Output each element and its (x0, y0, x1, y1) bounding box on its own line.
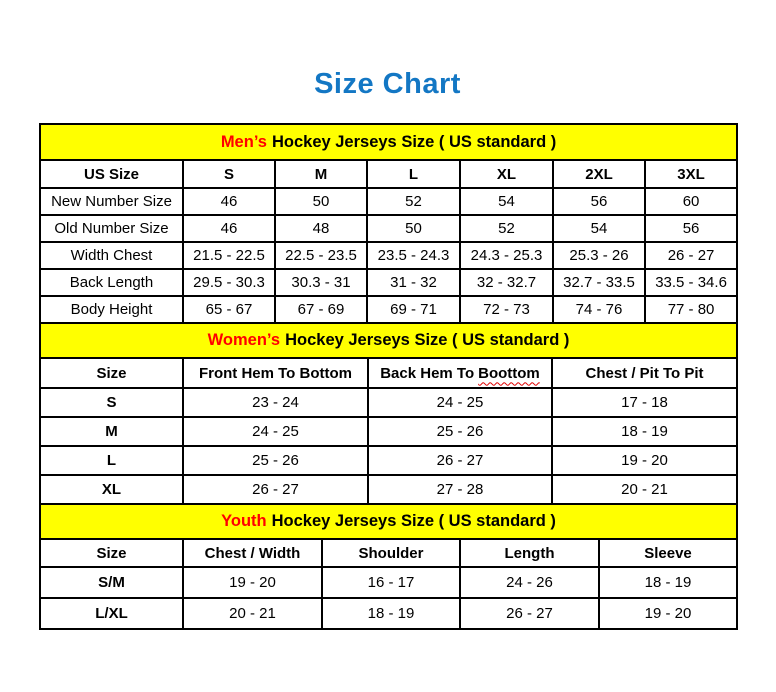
column-header-front-hem: Front Hem To Bottom (183, 358, 368, 388)
cell: 25.3 - 26 (553, 242, 645, 269)
column-header-size: Size (40, 358, 183, 388)
cell: 24 - 25 (368, 388, 552, 417)
row-label: S/M (40, 567, 183, 598)
cell: 23 - 24 (183, 388, 368, 417)
cell: 52 (460, 215, 553, 242)
womens-section-header (40, 323, 737, 358)
womens-section-highlight: Women’s (207, 331, 281, 349)
table-row-womens-l (40, 446, 737, 475)
size-chart-tables (39, 123, 736, 630)
table-row-youth-lxl (40, 598, 737, 629)
youth-header-row (40, 539, 737, 567)
womens-band-row (40, 323, 737, 358)
back-hem-misspelled-word: Boottom (478, 364, 540, 382)
column-header-shoulder: Shoulder (322, 539, 460, 567)
table-row-width-chest (40, 242, 737, 269)
table-row-body-height (40, 296, 737, 323)
cell: 48 (275, 215, 367, 242)
column-header-s: S (183, 160, 275, 188)
cell: 46 (183, 215, 275, 242)
cell: 24 - 25 (183, 417, 368, 446)
table-row-back-length (40, 269, 737, 296)
column-header-3xl: 3XL (645, 160, 737, 188)
table-row-youth-sm (40, 567, 737, 598)
cell: 30.3 - 31 (275, 269, 367, 296)
cell: 23.5 - 24.3 (367, 242, 460, 269)
cell: 26 - 27 (368, 446, 552, 475)
cell: 20 - 21 (552, 475, 737, 504)
cell: 26 - 27 (645, 242, 737, 269)
cell: 16 - 17 (322, 567, 460, 598)
cell: 69 - 71 (367, 296, 460, 323)
cell: 46 (183, 188, 275, 215)
table-row-womens-m (40, 417, 737, 446)
cell: 25 - 26 (183, 446, 368, 475)
cell: 50 (275, 188, 367, 215)
column-header-length: Length (460, 539, 599, 567)
table-row-old-number-size (40, 215, 737, 242)
column-header-sleeve: Sleeve (599, 539, 737, 567)
cell: 31 - 32 (367, 269, 460, 296)
mens-section-highlight: Men’s (220, 132, 267, 151)
youth-section-label: Hockey Jerseys Size ( US standard ) (271, 512, 556, 530)
table-row-womens-xl (40, 475, 737, 504)
row-label: Width Chest (40, 242, 183, 269)
mens-section-label: Hockey Jerseys Size ( US standard ) (271, 132, 557, 151)
cell: 24 - 26 (460, 567, 599, 598)
row-label: L/XL (40, 598, 183, 629)
cell: 25 - 26 (368, 417, 552, 446)
row-label: S (40, 388, 183, 417)
row-label: Body Height (40, 296, 183, 323)
cell: 26 - 27 (460, 598, 599, 629)
womens-size-table (39, 322, 738, 505)
table-row-womens-s (40, 388, 737, 417)
row-label: Back Length (40, 269, 183, 296)
mens-section-header (40, 124, 737, 160)
cell: 19 - 20 (183, 567, 322, 598)
cell: 52 (367, 188, 460, 215)
cell: 17 - 18 (552, 388, 737, 417)
row-label: New Number Size (40, 188, 183, 215)
cell: 60 (645, 188, 737, 215)
cell: 19 - 20 (552, 446, 737, 475)
cell: 32 - 32.7 (460, 269, 553, 296)
cell: 18 - 19 (599, 567, 737, 598)
cell: 33.5 - 34.6 (645, 269, 737, 296)
table-row-new-number-size (40, 188, 737, 215)
column-header-size: Size (40, 539, 183, 567)
cell: 21.5 - 22.5 (183, 242, 275, 269)
cell: 22.5 - 23.5 (275, 242, 367, 269)
youth-section-header (40, 504, 737, 539)
row-label: L (40, 446, 183, 475)
cell: 65 - 67 (183, 296, 275, 323)
row-label: M (40, 417, 183, 446)
cell: 19 - 20 (599, 598, 737, 629)
column-header-m: M (275, 160, 367, 188)
mens-band-row (40, 124, 737, 160)
cell: 27 - 28 (368, 475, 552, 504)
womens-section-label: Hockey Jerseys Size ( US standard ) (285, 331, 570, 349)
cell: 77 - 80 (645, 296, 737, 323)
cell: 29.5 - 30.3 (183, 269, 275, 296)
cell: 56 (553, 188, 645, 215)
cell: 20 - 21 (183, 598, 322, 629)
column-header-l: L (367, 160, 460, 188)
cell: 18 - 19 (552, 417, 737, 446)
youth-band-row (40, 504, 737, 539)
back-hem-text: Back Hem To (380, 364, 475, 382)
cell: 50 (367, 215, 460, 242)
row-label: Old Number Size (40, 215, 183, 242)
cell: 56 (645, 215, 737, 242)
cell: 24.3 - 25.3 (460, 242, 553, 269)
mens-size-table (39, 123, 738, 324)
cell: 72 - 73 (460, 296, 553, 323)
cell: 67 - 69 (275, 296, 367, 323)
cell: 54 (553, 215, 645, 242)
youth-size-table (39, 503, 738, 630)
cell: 32.7 - 33.5 (553, 269, 645, 296)
column-header-chest-pit: Chest / Pit To Pit (552, 358, 737, 388)
page-title: Size Chart (314, 68, 461, 100)
column-header-xl: XL (460, 160, 553, 188)
column-header-back-hem (368, 358, 552, 388)
cell: 74 - 76 (553, 296, 645, 323)
column-header-us-size: US Size (40, 160, 183, 188)
cell: 54 (460, 188, 553, 215)
column-header-2xl: 2XL (553, 160, 645, 188)
cell: 26 - 27 (183, 475, 368, 504)
mens-header-row (40, 160, 737, 188)
row-label: XL (40, 475, 183, 504)
youth-section-highlight: Youth (221, 512, 267, 530)
column-header-chest-width: Chest / Width (183, 539, 322, 567)
cell: 18 - 19 (322, 598, 460, 629)
womens-header-row (40, 358, 737, 388)
